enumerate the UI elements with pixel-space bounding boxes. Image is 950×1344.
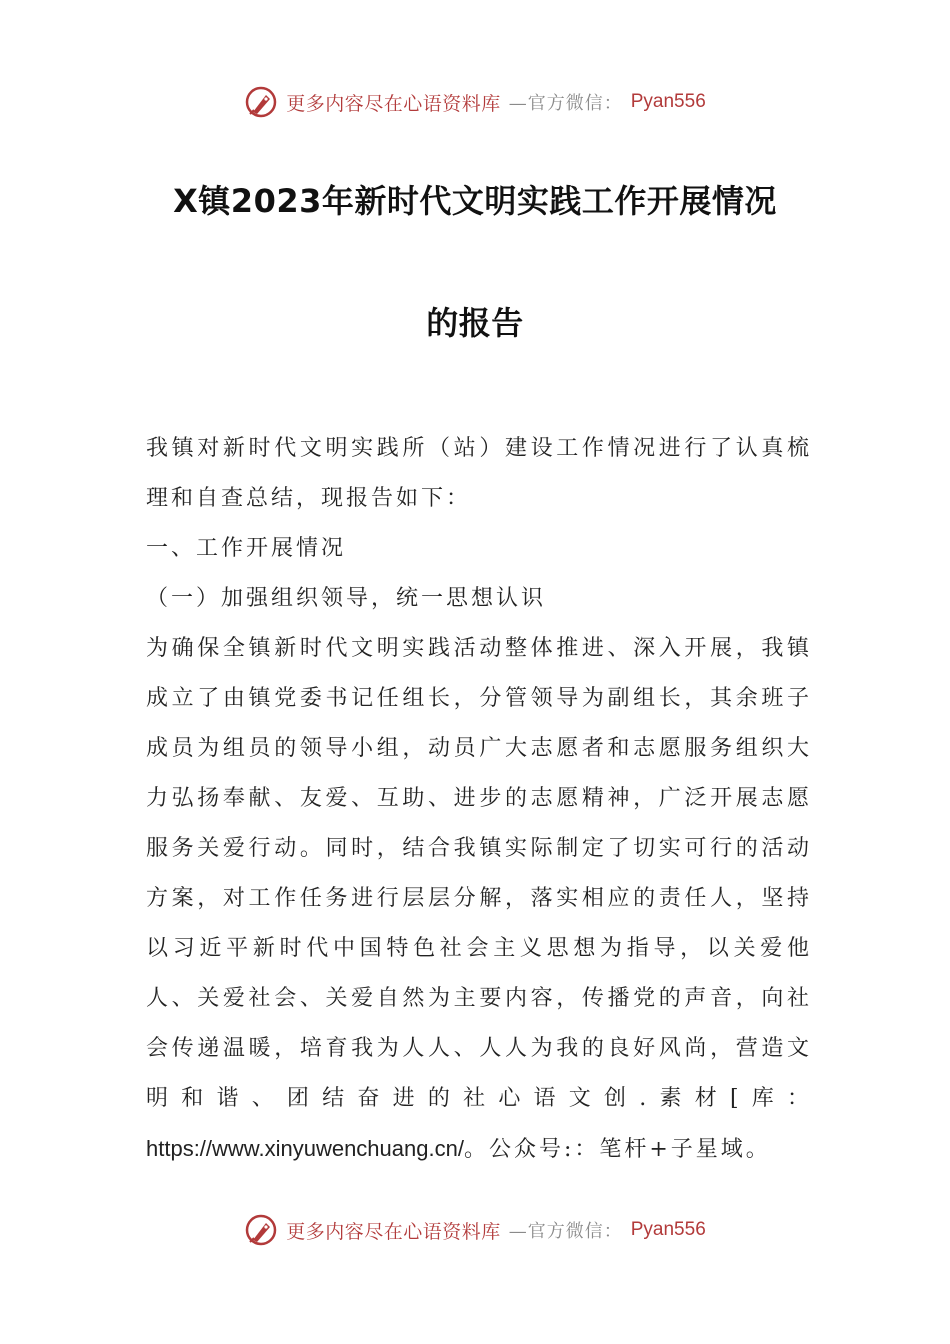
body-paragraph: [146, 624, 812, 1175]
paragraph-tail-text: 。公众号:：笔杆+子星域。: [463, 1137, 771, 1162]
footer-wechat-id: Pyan556: [630, 1219, 706, 1240]
banner-brand-text: 更多内容尽在心语资料库: [286, 92, 501, 115]
document-title-line2: 的报告: [426, 304, 524, 342]
header-banner: [0, 82, 950, 122]
document-title-line1: X镇2023年新时代文明实践工作开展情况: [173, 182, 777, 220]
footer-official-text: —官方微信：: [508, 1221, 623, 1242]
pen-nib-logo-icon: [244, 1213, 278, 1247]
footer-banner: [0, 1210, 950, 1250]
pen-nib-logo-icon: [244, 85, 278, 119]
intro-paragraph: 我镇对新时代文明实践所（站）建设工作情况进行了认真梳理和自查总结，现报告如下：: [146, 436, 812, 511]
banner-wechat-id: Pyan556: [630, 91, 706, 112]
footer-brand-text: 更多内容尽在心语资料库: [286, 1220, 501, 1243]
paragraph-text: 为确保全镇新时代文明实践活动整体推进、深入开展，我镇成立了由镇党委书记任组长，分管领导为副组长，其余班子成员为组员的领导小组，动员广大志愿者和志愿服务组织大力弘扬奉献、友爱、互助、进步的志愿精神，广泛开展志愿服务关爱行动。同时，结合我镇实际制定了切实可行的活动方案，对工作任务进行层层分解，落实相应的责任人，坚持以习近平新时代中国特色社会主义思想为指导，以关爱他人、关爱社会、关爱自然为主要内容，传播党的声音，向社会传递温暖，培育我为人人、人人为我的良好风尚，营造文明和谐、团结奋进的社心语文创.素材[库：: [146, 636, 812, 1111]
document-body: [146, 424, 812, 1175]
section-heading: 一、工作开展情况: [146, 536, 347, 561]
source-url-text: https://www.xinyuwenchuang.cn/: [146, 1136, 464, 1161]
subsection-heading: （一）加强组织领导，统一思想认识: [146, 586, 547, 611]
banner-official-text: —官方微信：: [508, 93, 623, 114]
